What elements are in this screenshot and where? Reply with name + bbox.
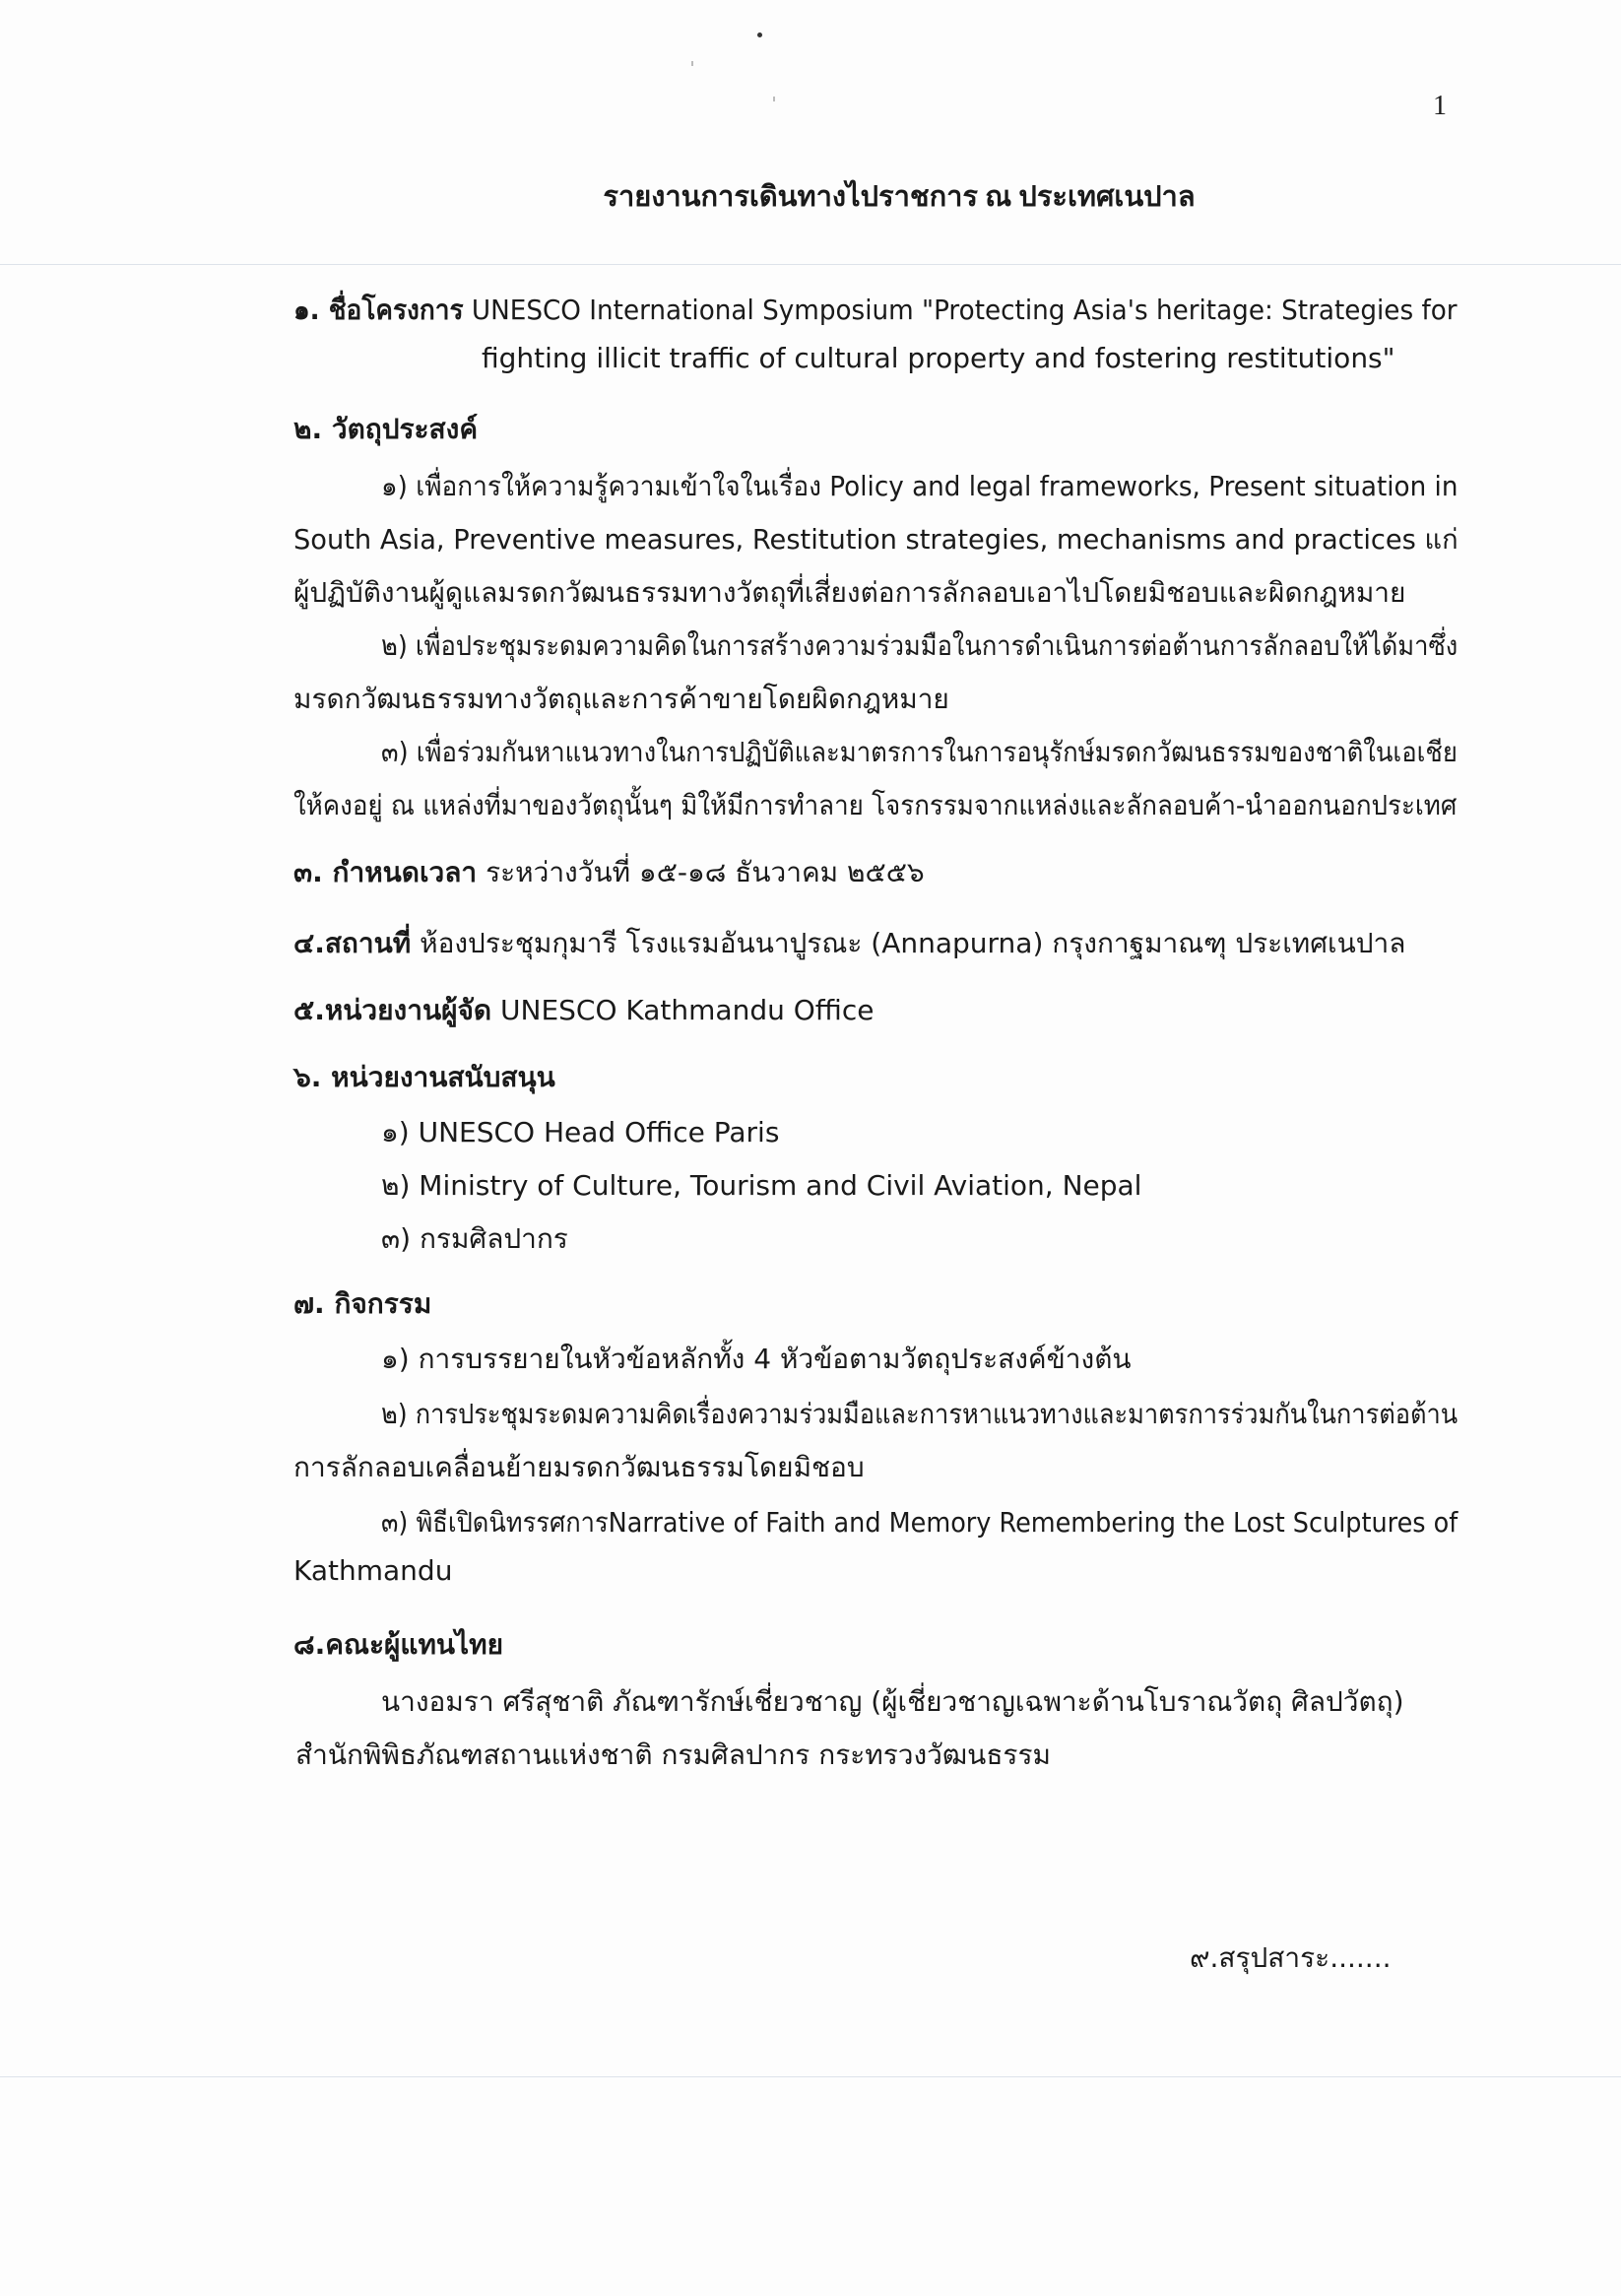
objective-1-line-1: ๑) เพื่อการให้ความรู้ความเข้าใจในเรื่อง Policy and legal frameworks, Present situation in bbox=[381, 470, 1459, 502]
scan-line-bottom bbox=[0, 2076, 1621, 2077]
scan-line-top bbox=[0, 264, 1621, 265]
delegate-line-2: สำนักพิพิธภัณฑสถานแห่งชาติ กรมศิลปากร กระทรวงวัฒนธรรม bbox=[295, 1738, 1051, 1771]
activity-2-line-2: การลักลอบเคลื่อนย้ายมรดกวัฒนธรรมโดยมิชอบ bbox=[293, 1451, 865, 1483]
section-heading: ๓. กำหนดเวลา bbox=[293, 856, 478, 888]
venue-text: ห้องประชุมกุมารี โรงแรมอันนาปูรณะ (Annapurna) กรุงกาฐมาณฑุ ประเทศเนปาล bbox=[420, 927, 1406, 959]
supporter-item: ๒) Ministry of Culture, Tourism and Civil Aviation, Nepal bbox=[381, 1169, 1142, 1202]
objective-2-line-1: ๒) เพื่อประชุมระดมความคิดในการสร้างความร่วมมือในการดำเนินการต่อต้านการลักลอบให้ได้มาซึ่ง bbox=[381, 629, 1459, 662]
section-1 bbox=[293, 289, 1458, 332]
document-title: รายงานการเดินทางไปราชการ ณ ประเทศเนปาล bbox=[603, 181, 1196, 213]
activity-3-line-2: Kathmandu bbox=[293, 1554, 453, 1587]
section-7-heading: ๗. กิจกรรม bbox=[293, 1287, 432, 1320]
section-2-heading: ๒. วัตถุประสงค์ bbox=[293, 413, 479, 445]
objective-2-line-2: มรดกวัฒนธรรมทางวัตถุและการค้าขายโดยผิดกฎหมาย bbox=[293, 683, 949, 715]
objective-3-line-1: ๓) เพื่อร่วมกันหาแนวทางในการปฏิบัติและมาตรการในการอนุรักษ์มรดกวัฒนธรรมของชาติในเอเชีย bbox=[381, 736, 1458, 768]
project-name-cont: fighting illicit traffic of cultural property and fostering restitutions" bbox=[482, 342, 1395, 374]
schedule-text: ระหว่างวันที่ ๑๕-๑๘ ธันวาคม ๒๕๕๖ bbox=[486, 856, 925, 888]
objective-3-line-2: ให้คงอยู่ ณ แหล่งที่มาของวัตถุนั้นๆ มิให้มีการทำลาย โจรกรรมจากแหล่งและลักลอบค้า-นำออกนอกประเทศ bbox=[293, 789, 1458, 821]
objective-1-line-3: ผู้ปฏิบัติงานผู้ดูแลมรดกวัฒนธรรมทางวัตถุที่เสี่ยงต่อการลักลอบเอาไปโดยมิชอบและผิดกฎหมาย bbox=[293, 576, 1406, 609]
activity-2-line-1: ๒) การประชุมระดมความคิดเรื่องความร่วมมือและการหาแนวทางและมาตรการร่วมกันในการต่อต้าน bbox=[381, 1398, 1459, 1430]
continuation-marker: ๙.สรุปสาระ....... bbox=[1190, 1941, 1392, 1974]
activity-1: ๑) การบรรยายในหัวข้อหลักทั้ง 4 หัวข้อตามวัตถุประสงค์ข้างต้น bbox=[381, 1343, 1132, 1375]
project-name: UNESCO International Symposium "Protecting Asia's heritage: Strategies for bbox=[471, 294, 1458, 326]
scan-mark bbox=[691, 61, 693, 66]
scan-mark bbox=[773, 97, 775, 101]
section-8-heading: ๘.คณะผู้แทนไทย bbox=[293, 1628, 503, 1661]
section-heading: ๑. ชื่อโครงการ bbox=[293, 294, 464, 326]
section-heading: ๕.หน่วยงานผู้จัด bbox=[293, 994, 492, 1026]
section-4 bbox=[293, 922, 1405, 965]
section-6-heading: ๖. หน่วยงานสนับสนุน bbox=[293, 1061, 555, 1093]
supporter-item: ๑) UNESCO Head Office Paris bbox=[381, 1116, 780, 1148]
activity-3-line-1: ๓) พิธีเปิดนิทรรศการNarrative of Faith and Memory Remembering the Lost Sculptures of bbox=[381, 1506, 1459, 1539]
section-heading: ๔.สถานที่ bbox=[293, 927, 412, 959]
section-3 bbox=[293, 851, 925, 894]
objective-1-line-2: South Asia, Preventive measures, Restitution strategies, mechanisms and practices แก่ bbox=[293, 523, 1459, 556]
supporter-item: ๓) กรมศิลปากร bbox=[381, 1222, 568, 1255]
delegate-line-1: นางอมรา ศรีสุชาติ ภัณฑารักษ์เชี่ยวชาญ (ผู้เชี่ยวชาญเฉพาะด้านโบราณวัตถุ ศิลปวัตถุ) bbox=[381, 1685, 1404, 1718]
section-5 bbox=[293, 989, 874, 1032]
organizer-text: UNESCO Kathmandu Office bbox=[500, 994, 875, 1026]
page-number: 1 bbox=[1433, 91, 1447, 121]
scan-speck bbox=[757, 33, 762, 37]
